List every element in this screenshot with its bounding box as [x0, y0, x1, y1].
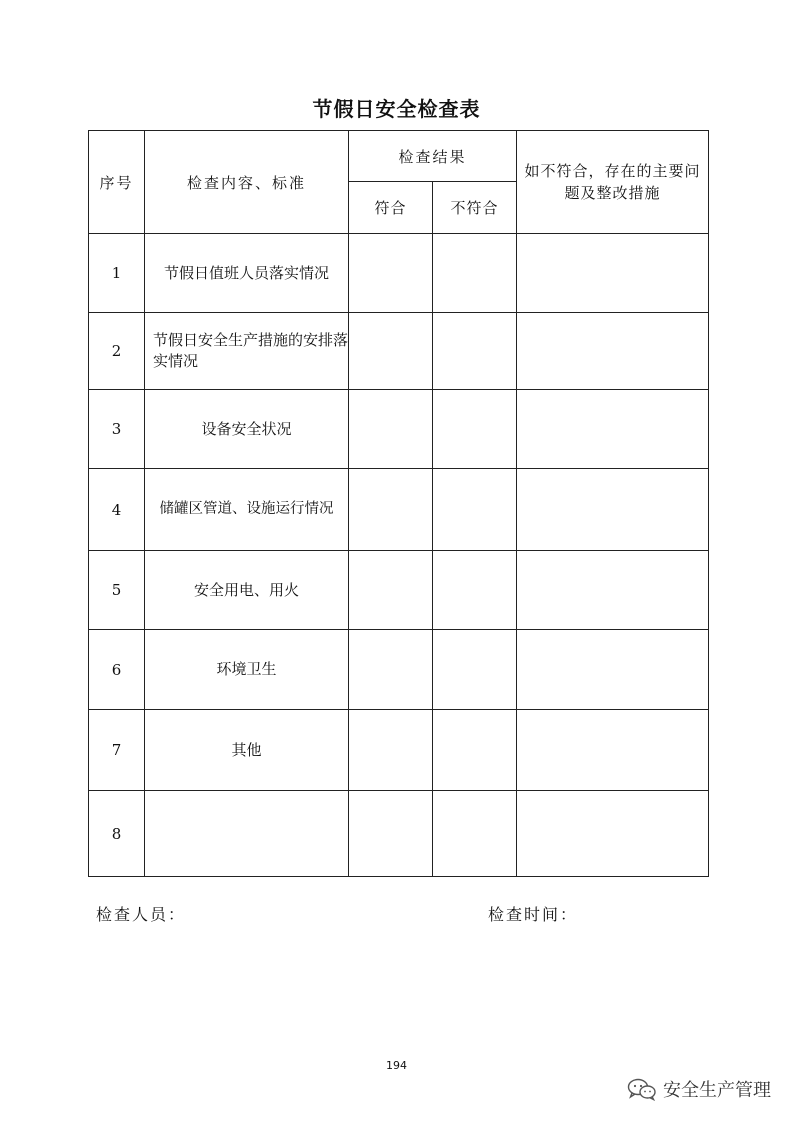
row-content: 储罐区管道、设施运行情况	[145, 469, 349, 551]
issues-cell[interactable]	[517, 234, 709, 313]
row-seq: 3	[89, 390, 145, 469]
table-row	[89, 630, 709, 710]
conform-cell[interactable]	[349, 469, 433, 551]
table-row	[89, 234, 709, 313]
row-seq: 5	[89, 551, 145, 630]
nonconform-cell[interactable]	[433, 390, 517, 469]
conform-cell[interactable]	[349, 710, 433, 791]
header-result: 检查结果	[349, 131, 517, 182]
nonconform-cell[interactable]	[433, 551, 517, 630]
row-content: 其他	[145, 710, 349, 791]
nonconform-cell[interactable]	[433, 630, 517, 710]
nonconform-cell[interactable]	[433, 791, 517, 877]
header-content: 检查内容、标准	[145, 131, 349, 234]
table-row	[89, 390, 709, 469]
issues-cell[interactable]	[517, 390, 709, 469]
row-content: 安全用电、用火	[145, 551, 349, 630]
conform-cell[interactable]	[349, 234, 433, 313]
nonconform-cell[interactable]	[433, 313, 517, 390]
header-row	[89, 131, 709, 182]
issues-cell[interactable]	[517, 469, 709, 551]
issues-cell[interactable]	[517, 791, 709, 877]
row-seq: 7	[89, 710, 145, 791]
watermark	[627, 1076, 771, 1102]
header-conform: 符合	[349, 182, 433, 234]
nonconform-cell[interactable]	[433, 234, 517, 313]
row-seq: 4	[89, 469, 145, 551]
nonconform-cell[interactable]	[433, 469, 517, 551]
row-content	[145, 791, 349, 877]
conform-cell[interactable]	[349, 630, 433, 710]
nonconform-cell[interactable]	[433, 710, 517, 791]
watermark-text: 安全生产管理	[663, 1080, 771, 1101]
page-title: 节假日安全检查表	[312, 97, 481, 121]
conform-cell[interactable]	[349, 390, 433, 469]
table-row	[89, 551, 709, 630]
row-seq: 8	[89, 791, 145, 877]
table-row	[89, 313, 709, 390]
header-nonconform: 不符合	[433, 182, 517, 234]
row-seq: 6	[89, 630, 145, 710]
inspector-label: 检查人员：	[96, 905, 187, 924]
issues-cell[interactable]	[517, 630, 709, 710]
header-seq: 序号	[89, 131, 145, 234]
row-content: 设备安全状况	[145, 390, 349, 469]
row-seq: 1	[89, 234, 145, 313]
row-seq: 2	[89, 313, 145, 390]
conform-cell[interactable]	[349, 791, 433, 877]
wechat-icon	[627, 1077, 657, 1101]
page-number: 194	[386, 1059, 407, 1072]
conform-cell[interactable]	[349, 313, 433, 390]
table-row	[89, 710, 709, 791]
issues-cell[interactable]	[517, 313, 709, 390]
table-row	[89, 791, 709, 877]
inspection-time-label: 检查时间：	[488, 905, 579, 924]
header-issues: 如不符合，存在的主要问题及整改措施	[517, 131, 709, 234]
conform-cell[interactable]	[349, 551, 433, 630]
table-row	[89, 469, 709, 551]
inspection-table	[88, 130, 709, 877]
issues-cell[interactable]	[517, 710, 709, 791]
issues-cell[interactable]	[517, 551, 709, 630]
row-content: 环境卫生	[145, 630, 349, 710]
row-content: 节假日值班人员落实情况	[145, 234, 349, 313]
row-content: 节假日安全生产措施的安排落实情况	[145, 313, 349, 390]
